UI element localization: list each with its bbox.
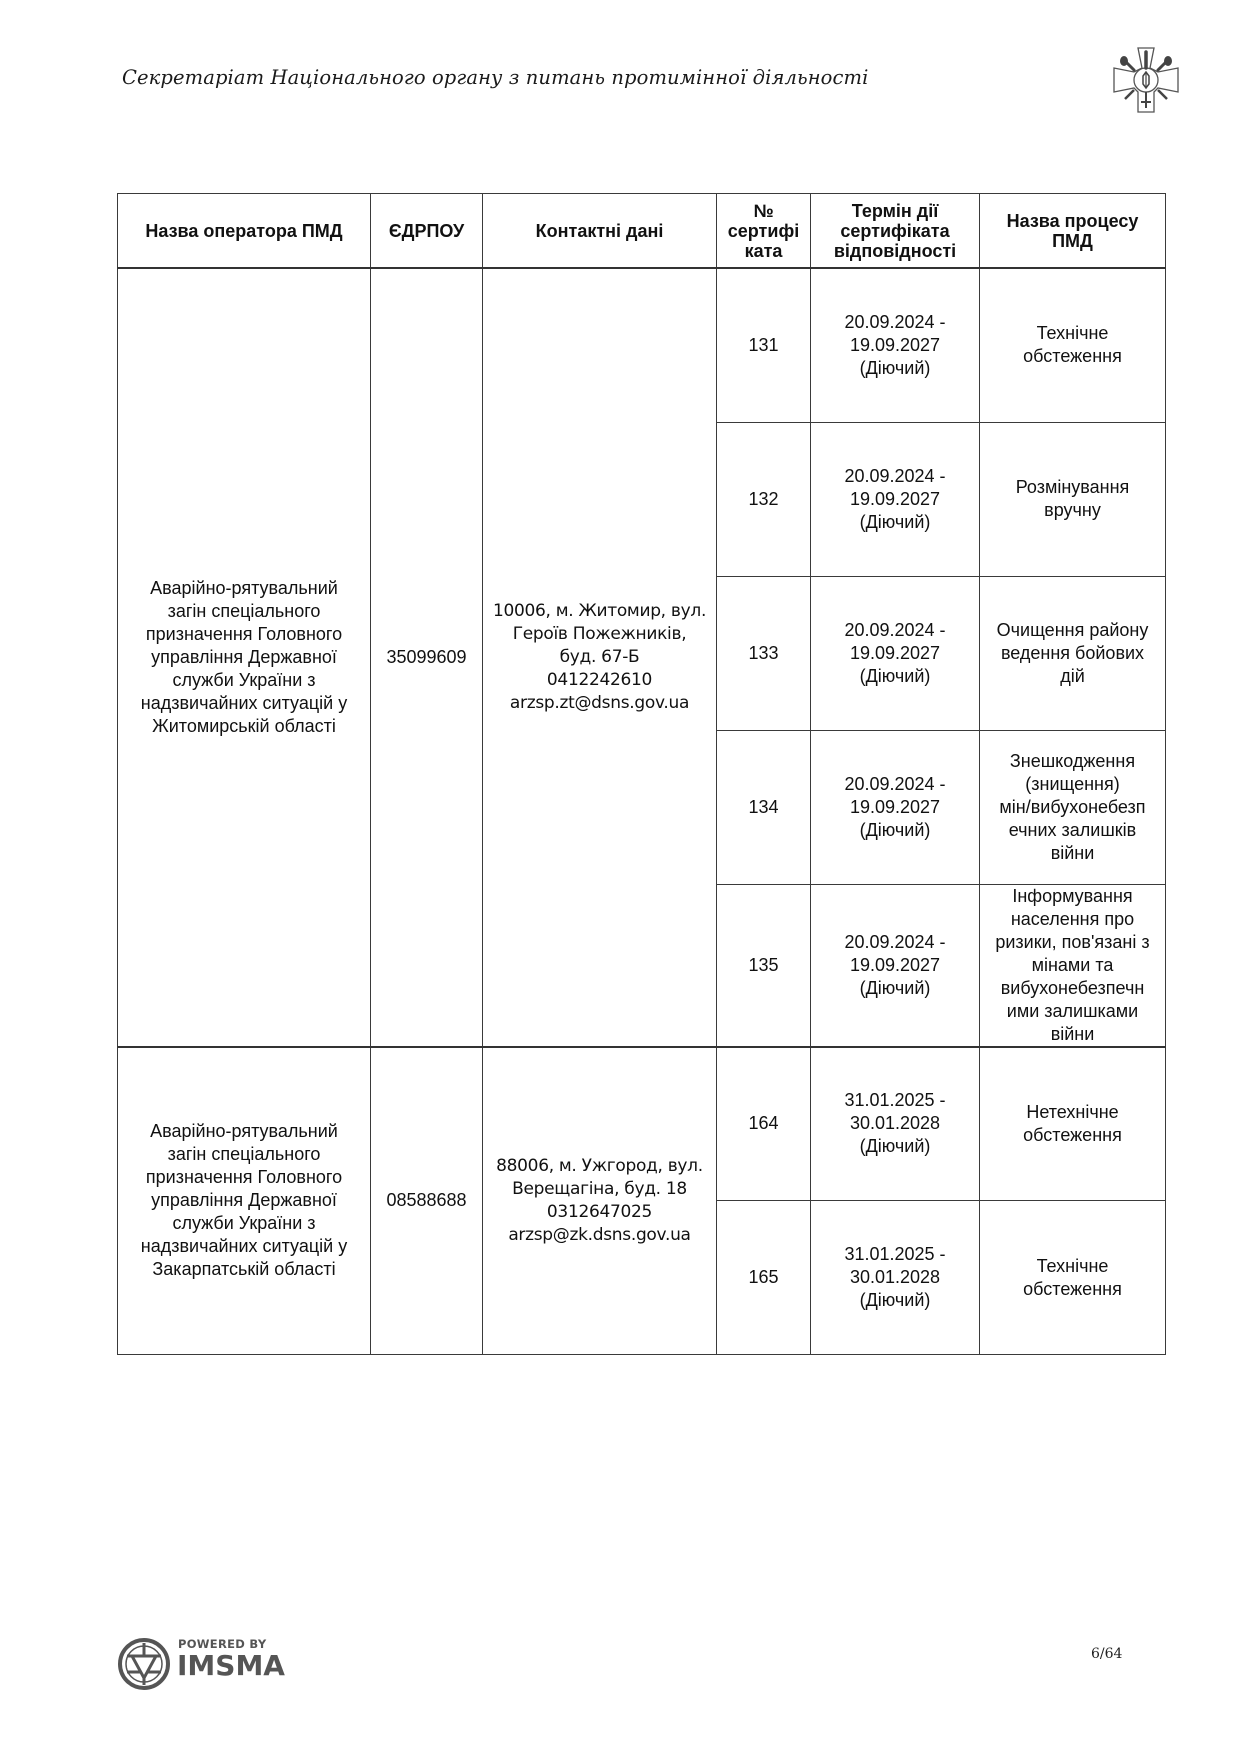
column-header-certificate-number xyxy=(717,194,811,269)
operator-name-line: призначення Головного xyxy=(145,623,343,644)
operator-name-line: служби України з xyxy=(172,669,316,690)
term-line: 19.09.2027 xyxy=(849,954,941,975)
process-line: Розмінування xyxy=(1015,477,1130,497)
term-line: 31.01.2025 - xyxy=(844,1244,946,1264)
certificates-table xyxy=(117,193,1166,1355)
process-name-cell xyxy=(980,1047,1166,1201)
operator-name-line: Аварійно-рятувальний xyxy=(150,1121,338,1142)
operator-name-line: управління Державної xyxy=(151,1190,337,1211)
term-line: 20.09.2024 - xyxy=(844,311,946,332)
page-number: 6/64 xyxy=(1091,1646,1123,1662)
term-line: (Діючий) xyxy=(859,1136,931,1157)
process-line: ечних залишків xyxy=(1008,819,1137,840)
header-line: № xyxy=(753,200,774,221)
term-line: (Діючий) xyxy=(859,977,931,998)
edrpou-cell: 35099609 xyxy=(371,268,483,1047)
certificate-term-cell xyxy=(811,884,980,1047)
term-line: 19.09.2027 xyxy=(849,796,941,817)
process-line: вибухонебезпечн xyxy=(1000,977,1145,998)
term-line: 20.09.2024 - xyxy=(844,773,946,794)
column-header-operator-name: Назва оператора ПМД xyxy=(118,194,371,269)
powered-by-label: POWERED BY xyxy=(178,1637,267,1651)
operator-name-line: Житомирській області xyxy=(152,715,336,736)
certificate-term-cell xyxy=(811,1201,980,1355)
process-line: Нетехнічне xyxy=(1026,1101,1119,1122)
certificate-term-cell xyxy=(811,422,980,576)
contact-line: arzsp.zt@dsns.gov.ua xyxy=(509,692,690,713)
term-line: 30.01.2028 xyxy=(849,1113,941,1134)
ministry-cross-emblem-icon xyxy=(1112,46,1180,114)
certificate-number-cell: 165 xyxy=(717,1201,811,1355)
header-line: Термін дії xyxy=(851,200,939,221)
column-header-contacts: Контактні дані xyxy=(483,194,717,269)
certificate-number-cell: 133 xyxy=(717,576,811,730)
operator-name-line: надзвичайних ситуацій у xyxy=(140,692,348,713)
process-line: ведення бойових xyxy=(1000,642,1145,663)
header-line: відповідності xyxy=(833,240,957,261)
contact-line: буд. 67-Б xyxy=(559,646,640,667)
operator-name-line: Закарпатській області xyxy=(152,1259,336,1280)
process-line: населення про xyxy=(1010,908,1135,929)
header-line: ПМД xyxy=(1052,230,1093,251)
header-line: ката xyxy=(744,240,783,261)
edrpou-cell: 08588688 xyxy=(371,1047,483,1355)
process-line: війни xyxy=(1050,1023,1095,1044)
process-line: Інформування xyxy=(1012,885,1133,906)
certificate-number-cell: 134 xyxy=(717,730,811,884)
term-line: 20.09.2024 - xyxy=(844,619,946,640)
term-line: (Діючий) xyxy=(859,511,931,532)
header-line: Назва процесу xyxy=(1006,210,1139,231)
term-line: 19.09.2027 xyxy=(849,334,941,355)
process-line: Технічне xyxy=(1036,1255,1109,1276)
process-name-cell xyxy=(980,268,1166,422)
process-line: Технічне xyxy=(1036,323,1109,344)
operator-name-line: надзвичайних ситуацій у xyxy=(140,1236,348,1257)
table-row xyxy=(118,1047,1166,1201)
process-name-cell xyxy=(980,1201,1166,1355)
contact-line: Верещагіна, буд. 18 xyxy=(512,1178,687,1199)
term-line: (Діючий) xyxy=(859,665,931,686)
process-line: війни xyxy=(1050,842,1095,863)
certificate-term-cell xyxy=(811,268,980,422)
operator-name-line: загін спеціального xyxy=(167,1144,321,1165)
term-line: (Діючий) xyxy=(859,357,931,378)
header-line: сертифіката xyxy=(840,220,950,241)
operator-name-line: призначення Головного xyxy=(145,1167,343,1188)
process-line: ими залишками xyxy=(1006,1000,1139,1021)
column-header-process-name xyxy=(980,194,1166,269)
contact-line: arzsp@zk.dsns.gov.ua xyxy=(508,1224,691,1245)
column-header-edrpou: ЄДРПОУ xyxy=(371,194,483,269)
term-line: 31.01.2025 - xyxy=(844,1090,946,1111)
operator-name-cell xyxy=(118,1047,371,1355)
process-line: дій xyxy=(1060,665,1085,686)
process-line: обстеження xyxy=(1023,346,1122,367)
term-line: 19.09.2027 xyxy=(849,642,941,663)
header-line: сертифі xyxy=(727,220,800,241)
process-line: мін/вибухонебезп xyxy=(999,796,1146,817)
operator-name-line: загін спеціального xyxy=(167,600,321,621)
table-row xyxy=(118,268,1166,422)
contact-line: Героїв Пожежників, xyxy=(512,623,687,644)
certificate-number-cell: 132 xyxy=(717,422,811,576)
operator-name-line: управління Державної xyxy=(151,646,337,667)
process-name-cell xyxy=(980,730,1166,884)
process-line: Знешкодження xyxy=(1009,750,1136,771)
process-name-cell xyxy=(980,576,1166,730)
certificate-number-cell: 164 xyxy=(717,1047,811,1201)
contact-cell xyxy=(483,1047,717,1355)
operator-name-cell xyxy=(118,268,371,1047)
document-header-title: Секретаріат Національного органу з питань протимінної діяльності xyxy=(122,66,869,89)
imsma-brand: IMSMA xyxy=(177,1649,285,1682)
term-line: 30.01.2028 xyxy=(849,1267,941,1287)
column-header-certificate-term xyxy=(811,194,980,269)
term-line: 20.09.2024 - xyxy=(844,465,946,486)
process-line: (знищення) xyxy=(1025,773,1120,794)
process-line: мінами та xyxy=(1031,954,1114,975)
table-body xyxy=(118,268,1166,1355)
contact-cell xyxy=(483,268,717,1047)
certificate-term-cell xyxy=(811,1047,980,1201)
contact-line: 0412242610 xyxy=(546,669,653,690)
term-line: (Діючий) xyxy=(859,819,931,840)
term-line: (Діючий) xyxy=(859,1290,931,1310)
term-line: 20.09.2024 - xyxy=(844,931,946,952)
process-line: Очищення району xyxy=(996,619,1149,640)
contact-line: 0312647025 xyxy=(546,1201,653,1222)
certificate-term-cell xyxy=(811,576,980,730)
process-line: обстеження xyxy=(1023,1278,1122,1299)
process-line: обстеження xyxy=(1023,1124,1122,1145)
term-line: 19.09.2027 xyxy=(849,488,941,509)
process-line: ризики, пов'язані з xyxy=(995,931,1150,952)
certificate-number-cell: 135 xyxy=(717,884,811,1047)
process-line: вручну xyxy=(1044,500,1101,520)
certificate-number-cell: 131 xyxy=(717,268,811,422)
process-name-cell xyxy=(980,422,1166,576)
table-header-row xyxy=(118,194,1166,269)
operator-name-line: служби України з xyxy=(172,1213,316,1234)
operator-name-line: Аварійно-рятувальний xyxy=(150,577,338,598)
contact-line: 88006, м. Ужгород, вул. xyxy=(496,1155,703,1176)
certificate-term-cell xyxy=(811,730,980,884)
process-name-cell xyxy=(980,884,1166,1047)
contact-line: 10006, м. Житомир, вул. xyxy=(492,600,707,621)
